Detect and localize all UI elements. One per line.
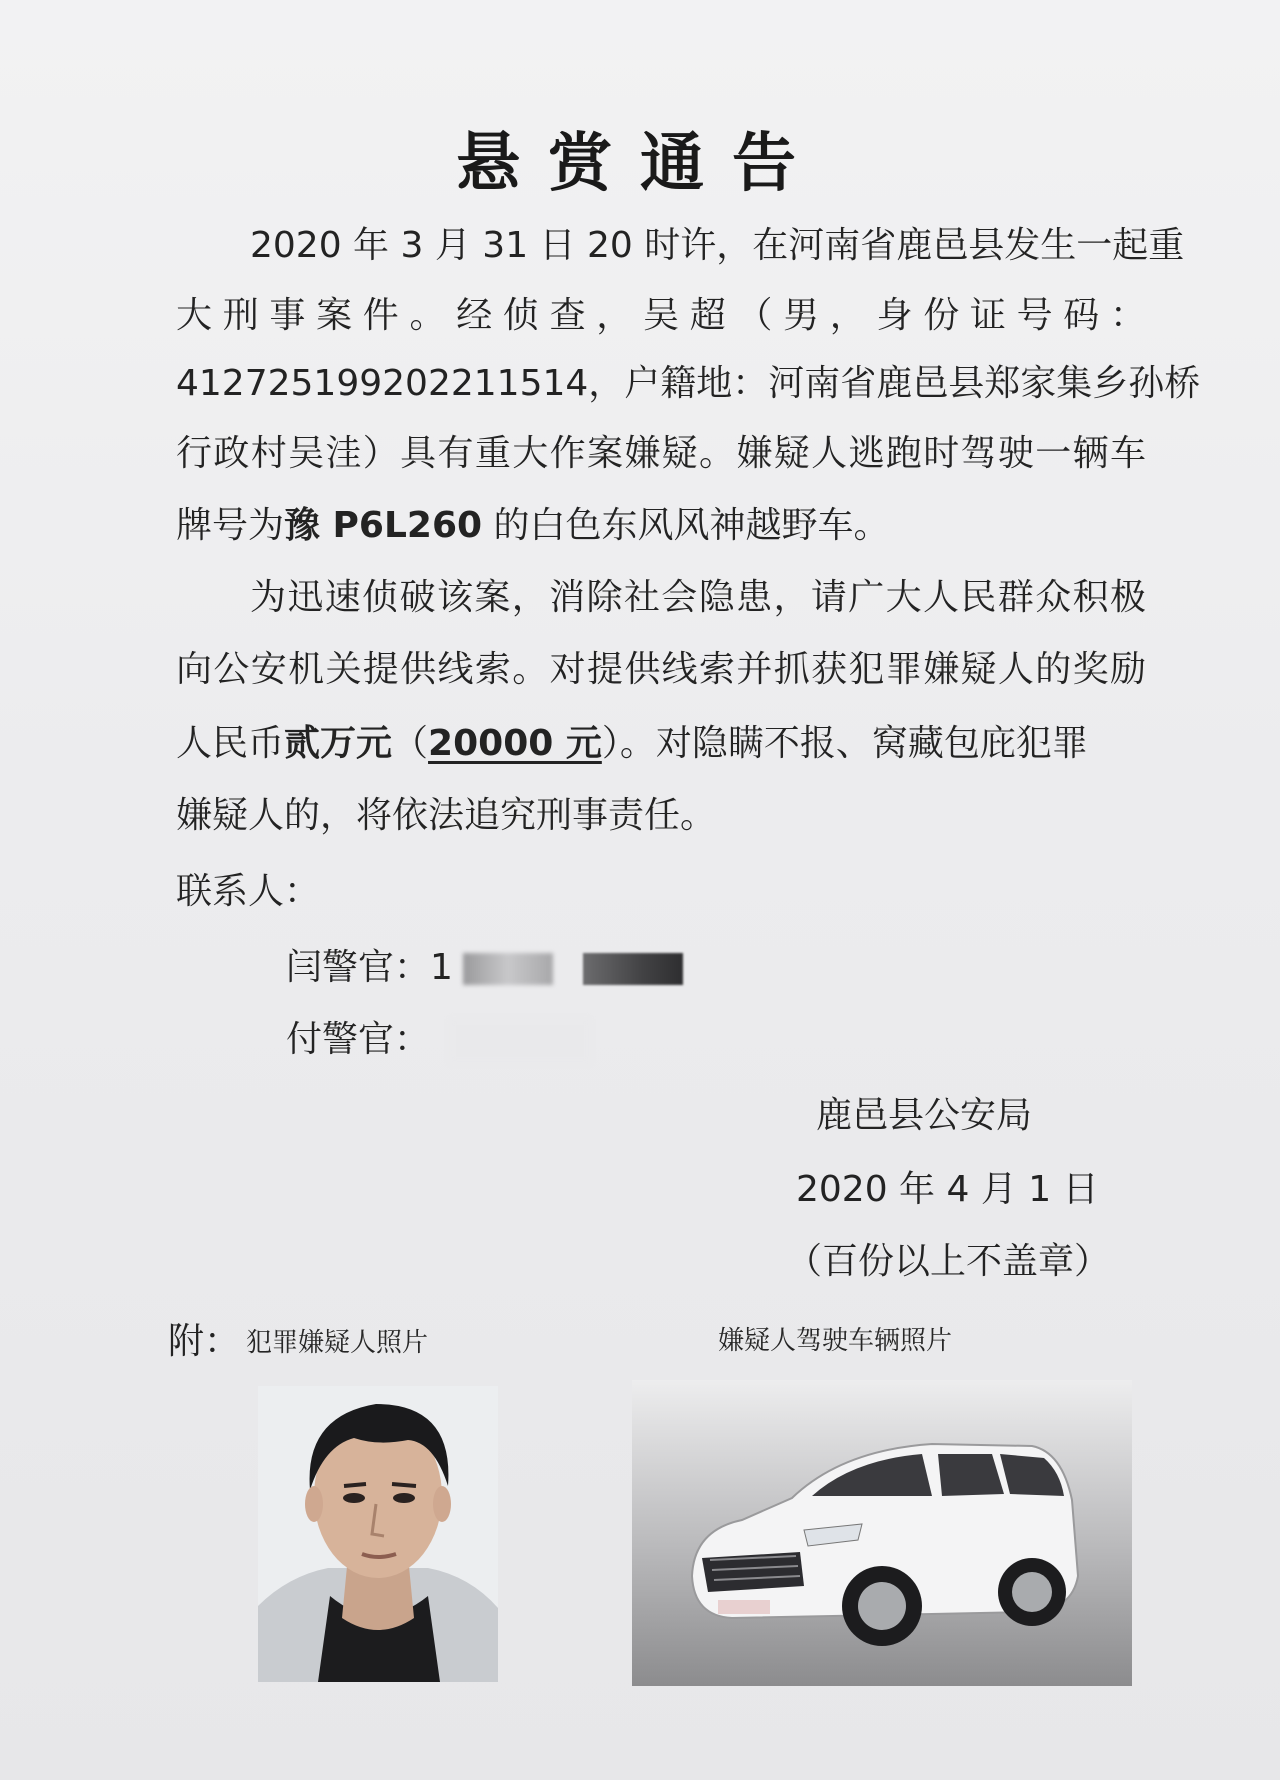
redacted-phone-blur xyxy=(583,953,683,985)
contact-officer-yan xyxy=(286,944,683,992)
paragraph1-line4: 行政村吴洼）具有重大作案嫌疑。嫌疑人逃跑时驾驶一辆车 xyxy=(176,433,1146,474)
contact-phone-visible: 1 xyxy=(430,947,453,988)
reward-amount-number: 20000 元 xyxy=(428,723,602,764)
plate-prefix-text: 牌号为 xyxy=(176,505,285,546)
paragraph1-line3: 412725199202211514，户籍地：河南省鹿邑县郑家集乡孙桥 xyxy=(176,363,1201,404)
paragraph1-line1: 2020 年 3 月 31 日 20 时许，在河南省鹿邑县发生一起重 xyxy=(250,225,1185,266)
license-plate: 豫 P6L260 xyxy=(284,505,483,546)
reward-open-paren: （ xyxy=(392,723,429,764)
contact-officer-fu xyxy=(286,1016,590,1064)
attachment-label: 附： xyxy=(168,1321,241,1362)
paragraph2-line3 xyxy=(176,720,1146,768)
paragraph1-line5 xyxy=(176,502,1146,550)
reward-amount-text: 贰万元 xyxy=(284,723,393,764)
redacted-phone-blur xyxy=(450,1019,590,1063)
vehicle-photo xyxy=(632,1380,1132,1686)
notice-title: 悬赏通告 xyxy=(456,126,824,201)
issuer: 鹿邑县公安局 xyxy=(816,1095,1033,1136)
stamp-note: （百份以上不盖章） xyxy=(786,1241,1111,1282)
reward-suffix-text: ）。对隐瞒不报、窝藏包庇犯罪 xyxy=(601,723,1088,764)
vehicle-description: 的白色东风风神越野车。 xyxy=(493,505,890,546)
contact-name: 付警官： xyxy=(286,1019,431,1060)
contact-name: 闫警官： xyxy=(286,947,431,988)
issue-date: 2020 年 4 月 1 日 xyxy=(796,1169,1099,1210)
caption-vehicle-photo: 嫌疑人驾驶车辆照片 xyxy=(718,1326,953,1356)
suspect-photo xyxy=(258,1386,498,1682)
suspect-portrait-image xyxy=(258,1386,498,1682)
contact-label: 联系人： xyxy=(176,871,321,912)
reward-prefix-text: 人民币 xyxy=(176,723,285,764)
redacted-phone-blur xyxy=(463,953,553,985)
paragraph2-line1: 为迅速侦破该案，消除社会隐患，请广大人民群众积极 xyxy=(250,577,1146,618)
vehicle-suv-image xyxy=(632,1380,1132,1686)
paragraph1-line2: 大刑事案件。经侦查，吴超（男，身份证号码： xyxy=(176,295,1146,336)
caption-suspect-photo: 犯罪嫌疑人照片 xyxy=(246,1328,429,1358)
paragraph2-line2: 向公安机关提供线索。对提供线索并抓获犯罪嫌疑人的奖励 xyxy=(176,649,1146,690)
paragraph2-line4: 嫌疑人的，将依法追究刑事责任。 xyxy=(176,795,717,836)
